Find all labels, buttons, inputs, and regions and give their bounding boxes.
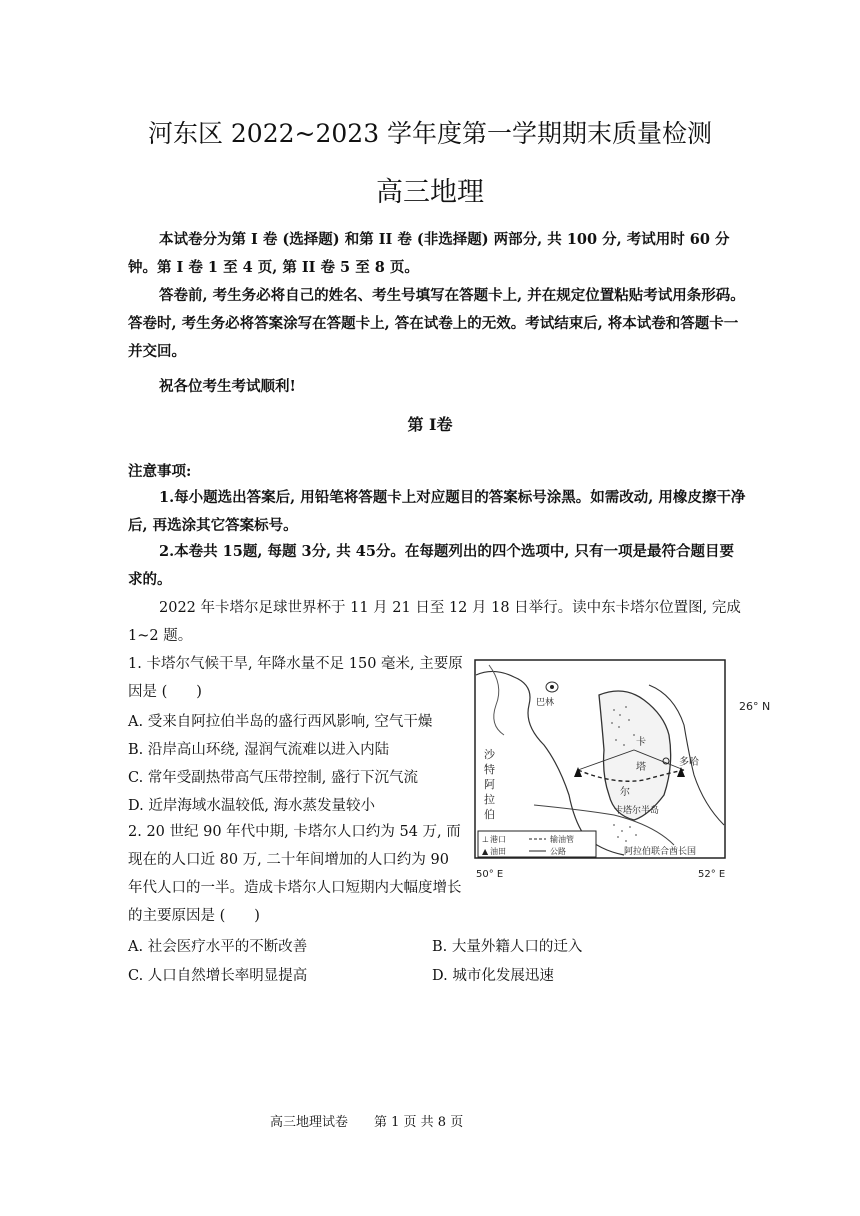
legend-oilfield-icon: ▲ bbox=[482, 847, 489, 856]
q2-option-a: A. 社会医疗水平的不断改善 bbox=[128, 939, 308, 955]
peninsula-label: 卡塔尔半岛 bbox=[614, 806, 660, 816]
q1-option-a: A. 受来自阿拉伯半岛的盛行西风影响, 空气干燥 bbox=[128, 714, 433, 730]
lon-left-label: 50° E bbox=[476, 869, 504, 880]
qatar-location-map bbox=[474, 655, 771, 885]
legend-road: 公路 bbox=[550, 847, 566, 856]
doha-label: 多哈 bbox=[679, 757, 699, 768]
note-1: 1.每小题选出答案后, 用铅笔将答题卡上对应题目的答案标号涂黑。如需改动, 用橡皮擦干净后, 再选涂其它答案标号。 bbox=[128, 489, 746, 534]
legend-oilfield: 油田 bbox=[490, 847, 506, 856]
question-1-stem: 1. 卡塔尔气候干旱, 年降水量不足 150 毫米, 主要原因是 ( ) bbox=[128, 656, 463, 700]
question-intro: 2022 年卡塔尔足球世界杯于 11 月 21 日至 12 月 18 日举行。读中东卡塔尔位置图, 完成 1~2 题。 bbox=[128, 600, 741, 644]
page-footer: 高三地理试卷 第 1 页 共 8 页 bbox=[270, 1115, 464, 1130]
bahrain-port-icon bbox=[550, 685, 554, 689]
qatar-peninsula-shape bbox=[599, 691, 671, 820]
note-2: 2.本卷共 15题, 每题 3分, 共 45分。在每题列出的四个选项中, 只有一项是最符合题目要求的。 bbox=[128, 543, 735, 588]
legend-port-icon: ⊥ bbox=[482, 835, 489, 844]
bahrain-label: 巴林 bbox=[536, 698, 555, 708]
legend-pipeline: 输油管 bbox=[550, 835, 574, 844]
latitude-label: 26° N bbox=[739, 700, 771, 713]
lon-right-label: 52° E bbox=[698, 869, 726, 880]
section-title: 第 I卷 bbox=[407, 415, 453, 434]
q1-option-d: D. 近岸海域水温较低, 海水蒸发量较小 bbox=[128, 798, 376, 814]
question-2-stem: 2. 20 世纪 90 年代中期, 卡塔尔人口约为 54 万, 而现在的人口近 80 万, 二十年间增加的人口约为 90 年代人口的一半。造成卡塔尔人口短期内大幅度增长的主要原因是 ( ) bbox=[128, 824, 462, 924]
qatar-char-2: 塔 bbox=[636, 762, 646, 773]
uae-label: 阿拉伯联合酋长国 bbox=[624, 847, 697, 857]
q1-option-c: C. 常年受副热带高气压带控制, 盛行下沉气流 bbox=[128, 770, 419, 786]
instruction-paragraph-1: 本试卷分为第 I 卷 (选择题) 和第 II 卷 (非选择题) 两部分, 共 100 分, 考试用时 60 分钟。第 I 卷 1 至 4 页, 第 II 卷 5 至 8 页。 bbox=[128, 231, 730, 276]
qatar-char-3: 尔 bbox=[620, 787, 630, 798]
saudi-char-2: 特 bbox=[484, 763, 495, 776]
q2-option-d: D. 城市化发展迅速 bbox=[432, 968, 554, 984]
q2-option-b: B. 大量外籍人口的迁入 bbox=[432, 939, 583, 955]
exam-title: 河东区 2022~2023 学年度第一学期期末质量检测 bbox=[147, 119, 713, 148]
legend-port: 港口 bbox=[490, 835, 506, 844]
q2-option-c: C. 人口自然增长率明显提高 bbox=[128, 968, 308, 984]
notes-title: 注意事项: bbox=[128, 463, 192, 480]
qatar-char-1: 卡 bbox=[636, 737, 646, 748]
saudi-char-3: 阿 bbox=[484, 778, 495, 791]
oilfield-icon bbox=[677, 767, 685, 777]
coast-detail bbox=[489, 665, 504, 735]
instruction-paragraph-2: 答卷前, 考生务必将自己的姓名、考生号填写在答题卡上, 并在规定位置粘贴考试用条形码。答卷时, 考生务必将答案涂写在答题卡上, 答在试卷上的无效。考试结束后, 将本试卷和答题卡一并交回。 bbox=[128, 287, 745, 360]
q1-option-b: B. 沿岸高山环绕, 湿润气流难以进入内陆 bbox=[128, 742, 390, 758]
saudi-char-5: 伯 bbox=[484, 808, 495, 821]
saudi-char-1: 沙 bbox=[484, 748, 495, 761]
saudi-char-4: 拉 bbox=[484, 793, 495, 806]
good-luck-text: 祝各位考生考试顺利! bbox=[159, 378, 296, 395]
oilfield-icon bbox=[574, 767, 582, 777]
subject-title: 高三地理 bbox=[376, 177, 484, 208]
